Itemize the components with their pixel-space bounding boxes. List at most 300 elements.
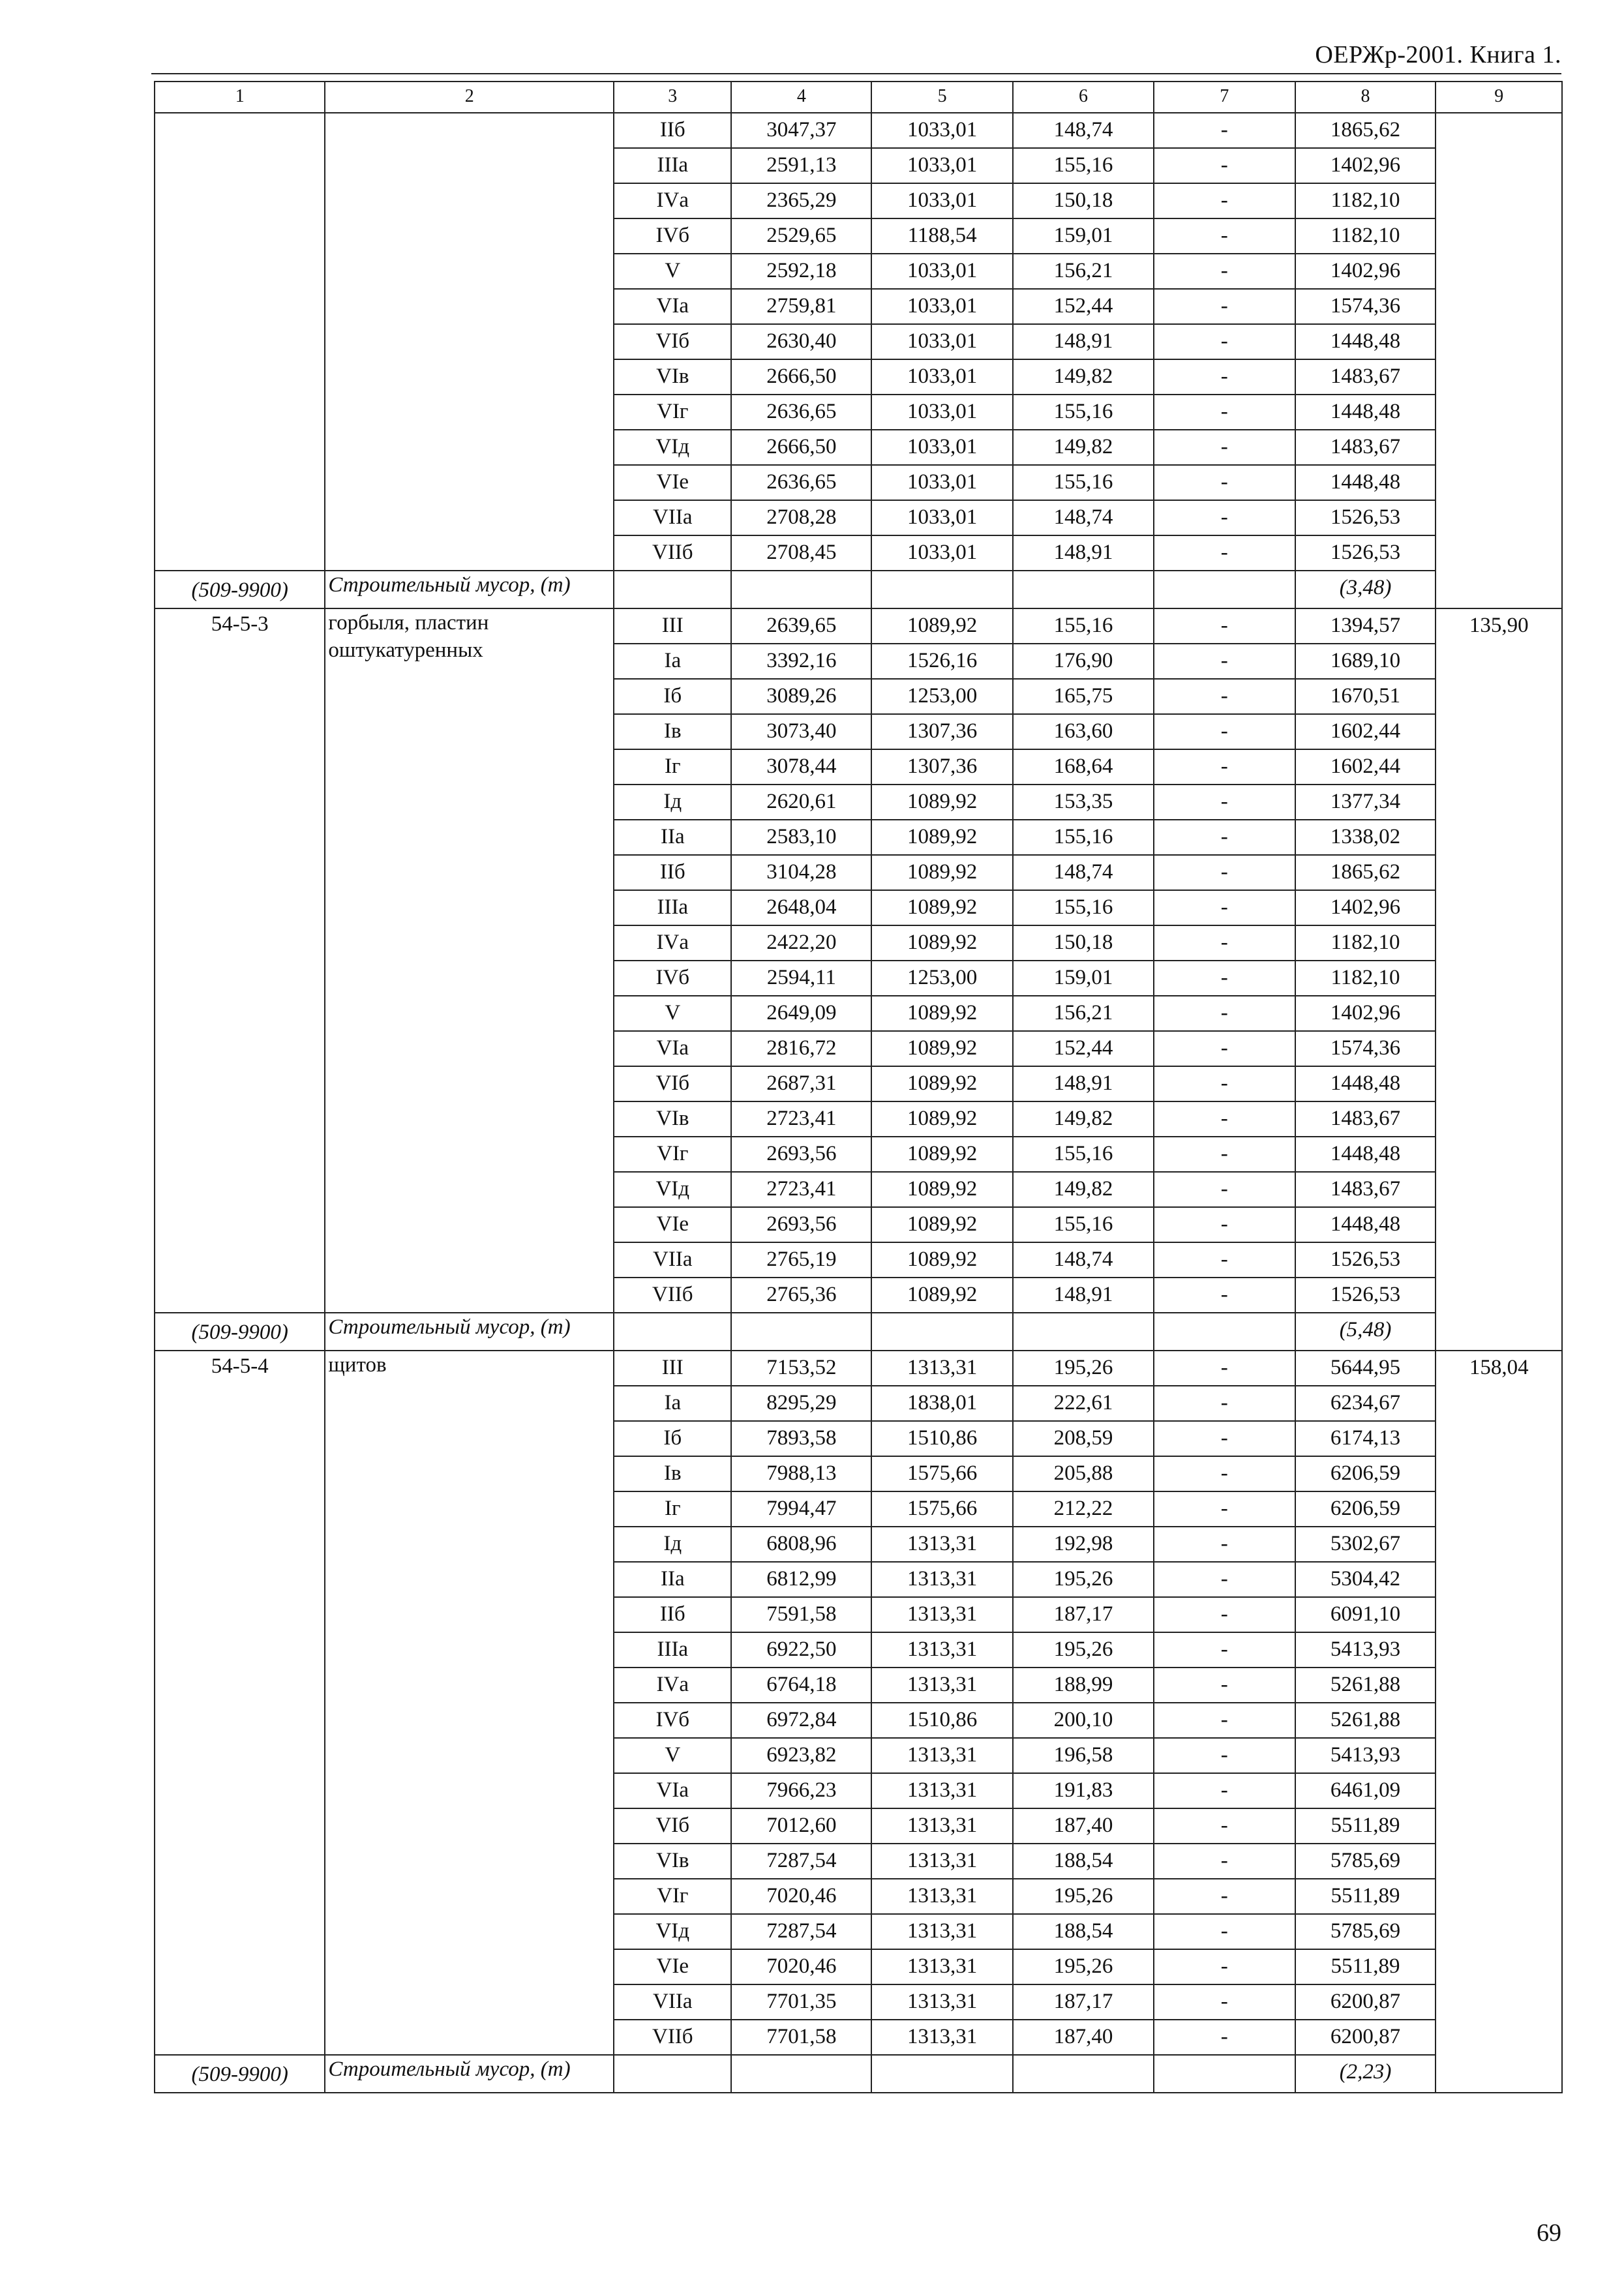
materials-cell: 5261,88: [1295, 1703, 1436, 1738]
machines-cell: 208,59: [1013, 1421, 1154, 1456]
wages-cell: 1033,01: [871, 254, 1013, 289]
column-number: 6: [1013, 82, 1154, 113]
wages-cell: 1089,92: [871, 1242, 1013, 1278]
machines-cell: 155,16: [1013, 148, 1154, 183]
zone-cell: IIIа: [614, 148, 731, 183]
materials-cell: 5304,42: [1295, 1562, 1436, 1597]
zone-cell: IIб: [614, 1597, 731, 1632]
materials-cell: 1182,10: [1295, 925, 1436, 961]
machines-cell: 195,26: [1013, 1879, 1154, 1914]
operators-wages-cell: -: [1154, 430, 1295, 465]
machines-cell: 195,26: [1013, 1562, 1154, 1597]
resource-code-cell: [155, 113, 325, 571]
operators-wages-cell: -: [1154, 1278, 1295, 1313]
materials-cell: 6200,87: [1295, 2020, 1436, 2055]
operators-wages-cell: -: [1154, 395, 1295, 430]
operators-wages-cell: -: [1154, 1386, 1295, 1421]
wages-cell: 1313,31: [871, 1914, 1013, 1949]
empty-cell: [731, 2055, 871, 2093]
document-header: ОЕРЖр-2001. Книга 1.: [1315, 41, 1561, 68]
operators-wages-cell: -: [1154, 2020, 1295, 2055]
machines-cell: 156,21: [1013, 254, 1154, 289]
waste-value-cell: (2,23): [1295, 2055, 1436, 2093]
total-cost-cell: 2365,29: [731, 183, 871, 218]
total-cost-cell: 6922,50: [731, 1632, 871, 1668]
wages-cell: 1313,31: [871, 1597, 1013, 1632]
zone-cell: VIд: [614, 1172, 731, 1207]
waste-code-cell: (509-9900): [155, 571, 325, 608]
operators-wages-cell: -: [1154, 1491, 1295, 1527]
materials-cell: 5511,89: [1295, 1808, 1436, 1844]
wages-cell: 1313,31: [871, 1738, 1013, 1773]
operators-wages-cell: -: [1154, 1137, 1295, 1172]
total-cost-cell: 7153,52: [731, 1351, 871, 1386]
wages-cell: 1307,36: [871, 714, 1013, 749]
wages-cell: 1089,92: [871, 785, 1013, 820]
machines-cell: 191,83: [1013, 1773, 1154, 1808]
total-cost-cell: 2666,50: [731, 430, 871, 465]
total-cost-cell: 2723,41: [731, 1101, 871, 1137]
wages-cell: 1089,92: [871, 1172, 1013, 1207]
zone-cell: IIб: [614, 855, 731, 890]
wages-cell: 1313,31: [871, 1351, 1013, 1386]
wages-cell: 1253,00: [871, 679, 1013, 714]
materials-cell: 1377,34: [1295, 785, 1436, 820]
zone-cell: Iг: [614, 749, 731, 785]
operators-wages-cell: -: [1154, 1527, 1295, 1562]
resource-code-cell: [155, 608, 325, 1313]
zone-row: [155, 113, 1562, 148]
operators-wages-cell: -: [1154, 1738, 1295, 1773]
materials-cell: 1182,10: [1295, 183, 1436, 218]
materials-cell: 1526,53: [1295, 500, 1436, 535]
operators-wages-cell: -: [1154, 679, 1295, 714]
materials-cell: 1448,48: [1295, 1137, 1436, 1172]
materials-cell: 1448,48: [1295, 395, 1436, 430]
wages-cell: 1033,01: [871, 395, 1013, 430]
wages-cell: 1089,92: [871, 1031, 1013, 1066]
machines-cell: 148,74: [1013, 1242, 1154, 1278]
materials-cell: 5302,67: [1295, 1527, 1436, 1562]
materials-cell: 1574,36: [1295, 289, 1436, 324]
zone-cell: VIа: [614, 289, 731, 324]
operators-wages-cell: -: [1154, 1101, 1295, 1137]
machines-cell: 168,64: [1013, 749, 1154, 785]
waste-code-cell: (509-9900): [155, 1313, 325, 1351]
materials-cell: 6206,59: [1295, 1456, 1436, 1491]
machines-cell: 148,91: [1013, 1278, 1154, 1313]
waste-value-cell: (5,48): [1295, 1313, 1436, 1351]
empty-cell: [1013, 2055, 1154, 2093]
waste-code-cell: (509-9900): [155, 2055, 325, 2093]
operators-wages-cell: -: [1154, 324, 1295, 359]
wages-cell: 1307,36: [871, 749, 1013, 785]
machines-cell: 188,99: [1013, 1668, 1154, 1703]
wages-cell: 1313,31: [871, 1562, 1013, 1597]
total-cost-cell: 2591,13: [731, 148, 871, 183]
machines-cell: 153,35: [1013, 785, 1154, 820]
zone-cell: VIб: [614, 1066, 731, 1101]
materials-cell: 1602,44: [1295, 749, 1436, 785]
machines-cell: 159,01: [1013, 218, 1154, 254]
empty-cell: [871, 1313, 1013, 1351]
empty-cell: [871, 2055, 1013, 2093]
empty-cell: [1154, 1313, 1295, 1351]
machines-cell: 155,16: [1013, 395, 1154, 430]
total-cost-cell: 2529,65: [731, 218, 871, 254]
operators-wages-cell: -: [1154, 1773, 1295, 1808]
operators-wages-cell: -: [1154, 785, 1295, 820]
operators-wages-cell: -: [1154, 608, 1295, 644]
total-cost-cell: 2649,09: [731, 996, 871, 1031]
wages-cell: 1313,31: [871, 2020, 1013, 2055]
materials-cell: 1402,96: [1295, 148, 1436, 183]
wages-cell: 1033,01: [871, 324, 1013, 359]
materials-cell: 6234,67: [1295, 1386, 1436, 1421]
operators-wages-cell: -: [1154, 1421, 1295, 1456]
materials-cell: 1526,53: [1295, 535, 1436, 571]
total-cost-cell: 2708,45: [731, 535, 871, 571]
machines-cell: 148,74: [1013, 500, 1154, 535]
zone-cell: V: [614, 254, 731, 289]
wages-cell: 1089,92: [871, 855, 1013, 890]
operators-wages-cell: -: [1154, 148, 1295, 183]
machines-cell: 148,91: [1013, 324, 1154, 359]
norm-code: 54-5-3: [211, 612, 269, 636]
materials-cell: 1483,67: [1295, 1172, 1436, 1207]
total-cost-cell: 2636,65: [731, 395, 871, 430]
zone-cell: VIе: [614, 465, 731, 500]
norm-code: [158, 113, 322, 115]
labor-cost-cell: [1436, 113, 1562, 608]
total-cost-cell: 2620,61: [731, 785, 871, 820]
materials-cell: 5413,93: [1295, 1632, 1436, 1668]
zone-cell: VIв: [614, 1101, 731, 1137]
total-cost-cell: 7988,13: [731, 1456, 871, 1491]
machines-cell: 159,01: [1013, 961, 1154, 996]
zone-cell: IVа: [614, 183, 731, 218]
materials-cell: 1526,53: [1295, 1278, 1436, 1313]
materials-cell: 1865,62: [1295, 855, 1436, 890]
empty-cell: [731, 571, 871, 608]
operators-wages-cell: -: [1154, 1031, 1295, 1066]
materials-cell: 5785,69: [1295, 1844, 1436, 1879]
operators-wages-cell: -: [1154, 1562, 1295, 1597]
operators-wages-cell: -: [1154, 961, 1295, 996]
materials-cell: 1865,62: [1295, 113, 1436, 148]
operators-wages-cell: -: [1154, 465, 1295, 500]
total-cost-cell: 7020,46: [731, 1949, 871, 1984]
total-cost-cell: 3392,16: [731, 644, 871, 679]
materials-cell: 5644,95: [1295, 1351, 1436, 1386]
wages-cell: 1033,01: [871, 359, 1013, 395]
operators-wages-cell: -: [1154, 1632, 1295, 1668]
materials-cell: 1402,96: [1295, 890, 1436, 925]
machines-cell: 148,74: [1013, 113, 1154, 148]
waste-name-cell: Строительный мусор, (т): [325, 1313, 614, 1351]
total-cost-cell: 2723,41: [731, 1172, 871, 1207]
wages-cell: 1033,01: [871, 113, 1013, 148]
machines-cell: 156,21: [1013, 996, 1154, 1031]
operators-wages-cell: -: [1154, 1844, 1295, 1879]
zone-cell: Iд: [614, 785, 731, 820]
materials-cell: 1670,51: [1295, 679, 1436, 714]
operators-wages-cell: -: [1154, 1456, 1295, 1491]
total-cost-cell: 2765,19: [731, 1242, 871, 1278]
zone-cell: VIб: [614, 324, 731, 359]
materials-cell: 1448,48: [1295, 324, 1436, 359]
wages-cell: 1089,92: [871, 890, 1013, 925]
labor-cost-cell: 158,04: [1436, 1351, 1562, 2093]
machines-cell: 176,90: [1013, 644, 1154, 679]
total-cost-cell: 6764,18: [731, 1668, 871, 1703]
wages-cell: 1313,31: [871, 1632, 1013, 1668]
wages-cell: 1313,31: [871, 1527, 1013, 1562]
machines-cell: 222,61: [1013, 1386, 1154, 1421]
wages-cell: 1089,92: [871, 925, 1013, 961]
zone-cell: VIе: [614, 1207, 731, 1242]
table-body: [155, 113, 1562, 2093]
wages-cell: 1253,00: [871, 961, 1013, 996]
total-cost-cell: 2630,40: [731, 324, 871, 359]
wages-cell: 1313,31: [871, 1844, 1013, 1879]
zone-cell: VIIб: [614, 535, 731, 571]
waste-row: [155, 2055, 1562, 2093]
zone-cell: IVа: [614, 925, 731, 961]
machines-cell: 155,16: [1013, 890, 1154, 925]
column-number: 8: [1295, 82, 1436, 113]
zone-cell: VIIб: [614, 2020, 731, 2055]
machines-cell: 148,91: [1013, 535, 1154, 571]
zone-cell: VIа: [614, 1031, 731, 1066]
zone-cell: VIб: [614, 1808, 731, 1844]
machines-cell: 150,18: [1013, 183, 1154, 218]
materials-cell: 1448,48: [1295, 1066, 1436, 1101]
machines-cell: 155,16: [1013, 820, 1154, 855]
zone-cell: Iд: [614, 1527, 731, 1562]
column-number: 7: [1154, 82, 1295, 113]
operators-wages-cell: -: [1154, 1984, 1295, 2020]
zone-cell: VIд: [614, 430, 731, 465]
materials-cell: 5785,69: [1295, 1914, 1436, 1949]
zone-cell: VIг: [614, 1879, 731, 1914]
column-number: 5: [871, 82, 1013, 113]
column-number: 3: [614, 82, 731, 113]
zone-cell: VIа: [614, 1773, 731, 1808]
machines-cell: 205,88: [1013, 1456, 1154, 1491]
total-cost-cell: 7020,46: [731, 1879, 871, 1914]
section-main-row: [155, 1351, 1562, 1386]
operators-wages-cell: -: [1154, 359, 1295, 395]
operators-wages-cell: -: [1154, 113, 1295, 148]
operators-wages-cell: -: [1154, 1949, 1295, 1984]
operators-wages-cell: -: [1154, 289, 1295, 324]
materials-cell: 5511,89: [1295, 1949, 1436, 1984]
wages-cell: 1089,92: [871, 820, 1013, 855]
operators-wages-cell: -: [1154, 644, 1295, 679]
zone-cell: V: [614, 996, 731, 1031]
total-cost-cell: 3073,40: [731, 714, 871, 749]
materials-cell: 6461,09: [1295, 1773, 1436, 1808]
wages-cell: 1313,31: [871, 1879, 1013, 1914]
wages-cell: 1089,92: [871, 1066, 1013, 1101]
total-cost-cell: 6923,82: [731, 1738, 871, 1773]
operators-wages-cell: -: [1154, 925, 1295, 961]
machines-cell: 187,17: [1013, 1984, 1154, 2020]
wages-cell: 1033,01: [871, 500, 1013, 535]
column-number: 4: [731, 82, 871, 113]
wages-cell: 1313,31: [871, 1773, 1013, 1808]
resource-code-cell: [155, 1351, 325, 2055]
empty-cell: [614, 571, 731, 608]
zone-cell: Iа: [614, 644, 731, 679]
column-number: 1: [155, 82, 325, 113]
operators-wages-cell: -: [1154, 183, 1295, 218]
materials-cell: 5413,93: [1295, 1738, 1436, 1773]
wages-cell: 1089,92: [871, 1207, 1013, 1242]
zone-cell: IVб: [614, 218, 731, 254]
total-cost-cell: 7701,58: [731, 2020, 871, 2055]
empty-cell: [1154, 2055, 1295, 2093]
total-cost-cell: 2636,65: [731, 465, 871, 500]
waste-row: [155, 571, 1562, 608]
materials-cell: 1483,67: [1295, 1101, 1436, 1137]
zone-cell: IVб: [614, 1703, 731, 1738]
empty-cell: [1154, 571, 1295, 608]
empty-cell: [614, 2055, 731, 2093]
wages-cell: 1510,86: [871, 1703, 1013, 1738]
header-rule: [151, 73, 1561, 74]
zone-cell: VIе: [614, 1949, 731, 1984]
machines-cell: 148,74: [1013, 855, 1154, 890]
operators-wages-cell: -: [1154, 1597, 1295, 1632]
total-cost-cell: 2666,50: [731, 359, 871, 395]
waste-name-cell: Строительный мусор, (т): [325, 2055, 614, 2093]
materials-cell: 1483,67: [1295, 430, 1436, 465]
wages-cell: 1526,16: [871, 644, 1013, 679]
operators-wages-cell: -: [1154, 1914, 1295, 1949]
empty-cell: [1013, 1313, 1154, 1351]
total-cost-cell: 2594,11: [731, 961, 871, 996]
zone-cell: V: [614, 1738, 731, 1773]
operators-wages-cell: -: [1154, 890, 1295, 925]
wages-cell: 1575,66: [871, 1456, 1013, 1491]
materials-cell: 6174,13: [1295, 1421, 1436, 1456]
wages-cell: 1313,31: [871, 1668, 1013, 1703]
work-name-cell: щитов: [325, 1351, 614, 2055]
operators-wages-cell: -: [1154, 1066, 1295, 1101]
operators-wages-cell: -: [1154, 1207, 1295, 1242]
work-name-cell: горбыля, пластин оштукатуренных: [325, 608, 614, 1313]
operators-wages-cell: -: [1154, 500, 1295, 535]
zone-cell: IVб: [614, 961, 731, 996]
total-cost-cell: 7287,54: [731, 1844, 871, 1879]
machines-cell: 212,22: [1013, 1491, 1154, 1527]
total-cost-cell: 2639,65: [731, 608, 871, 644]
zone-cell: III: [614, 1351, 731, 1386]
total-cost-cell: 2648,04: [731, 890, 871, 925]
zone-cell: IIа: [614, 1562, 731, 1597]
operators-wages-cell: -: [1154, 535, 1295, 571]
norms-table: [154, 81, 1563, 2093]
total-cost-cell: 2422,20: [731, 925, 871, 961]
machines-cell: 152,44: [1013, 1031, 1154, 1066]
waste-name-cell: Строительный мусор, (т): [325, 571, 614, 608]
machines-cell: 149,82: [1013, 1101, 1154, 1137]
norm-code: 54-5-4: [211, 1354, 269, 1378]
materials-cell: 1574,36: [1295, 1031, 1436, 1066]
zone-cell: VIIа: [614, 1242, 731, 1278]
empty-cell: [614, 1313, 731, 1351]
total-cost-cell: 2592,18: [731, 254, 871, 289]
total-cost-cell: 6972,84: [731, 1703, 871, 1738]
wages-cell: 1575,66: [871, 1491, 1013, 1527]
operators-wages-cell: -: [1154, 749, 1295, 785]
operators-wages-cell: -: [1154, 1703, 1295, 1738]
materials-cell: 1689,10: [1295, 644, 1436, 679]
wages-cell: 1033,01: [871, 289, 1013, 324]
materials-cell: 6206,59: [1295, 1491, 1436, 1527]
total-cost-cell: 8295,29: [731, 1386, 871, 1421]
zone-cell: Iб: [614, 1421, 731, 1456]
zone-cell: VIд: [614, 1914, 731, 1949]
machines-cell: 188,54: [1013, 1844, 1154, 1879]
zone-cell: VIв: [614, 359, 731, 395]
empty-cell: [871, 571, 1013, 608]
zone-cell: VIIа: [614, 500, 731, 535]
machines-cell: 195,26: [1013, 1351, 1154, 1386]
machines-cell: 155,16: [1013, 608, 1154, 644]
total-cost-cell: 3089,26: [731, 679, 871, 714]
zone-cell: VIIа: [614, 1984, 731, 2020]
wages-cell: 1089,92: [871, 1278, 1013, 1313]
total-cost-cell: 6808,96: [731, 1527, 871, 1562]
machines-cell: 150,18: [1013, 925, 1154, 961]
machines-cell: 149,82: [1013, 1172, 1154, 1207]
machines-cell: 152,44: [1013, 289, 1154, 324]
zone-cell: IIIа: [614, 1632, 731, 1668]
operators-wages-cell: -: [1154, 1668, 1295, 1703]
wages-cell: 1033,01: [871, 183, 1013, 218]
wages-cell: 1089,92: [871, 608, 1013, 644]
zone-cell: IIIа: [614, 890, 731, 925]
operators-wages-cell: -: [1154, 254, 1295, 289]
machines-cell: 155,16: [1013, 1207, 1154, 1242]
machines-cell: 187,40: [1013, 1808, 1154, 1844]
total-cost-cell: 2759,81: [731, 289, 871, 324]
total-cost-cell: 3104,28: [731, 855, 871, 890]
zone-cell: IIа: [614, 820, 731, 855]
section-main-row: [155, 608, 1562, 644]
machines-cell: 188,54: [1013, 1914, 1154, 1949]
machines-cell: 192,98: [1013, 1527, 1154, 1562]
materials-cell: 1526,53: [1295, 1242, 1436, 1278]
waste-row: [155, 1313, 1562, 1351]
machines-cell: 187,17: [1013, 1597, 1154, 1632]
machines-cell: 165,75: [1013, 679, 1154, 714]
machines-cell: 149,82: [1013, 430, 1154, 465]
column-number: 2: [325, 82, 614, 113]
machines-cell: 163,60: [1013, 714, 1154, 749]
materials-cell: 1402,96: [1295, 996, 1436, 1031]
zone-cell: IVа: [614, 1668, 731, 1703]
machines-cell: 196,58: [1013, 1738, 1154, 1773]
materials-cell: 5511,89: [1295, 1879, 1436, 1914]
wages-cell: 1313,31: [871, 1949, 1013, 1984]
operators-wages-cell: -: [1154, 714, 1295, 749]
materials-cell: 1448,48: [1295, 1207, 1436, 1242]
total-cost-cell: 7701,35: [731, 1984, 871, 2020]
